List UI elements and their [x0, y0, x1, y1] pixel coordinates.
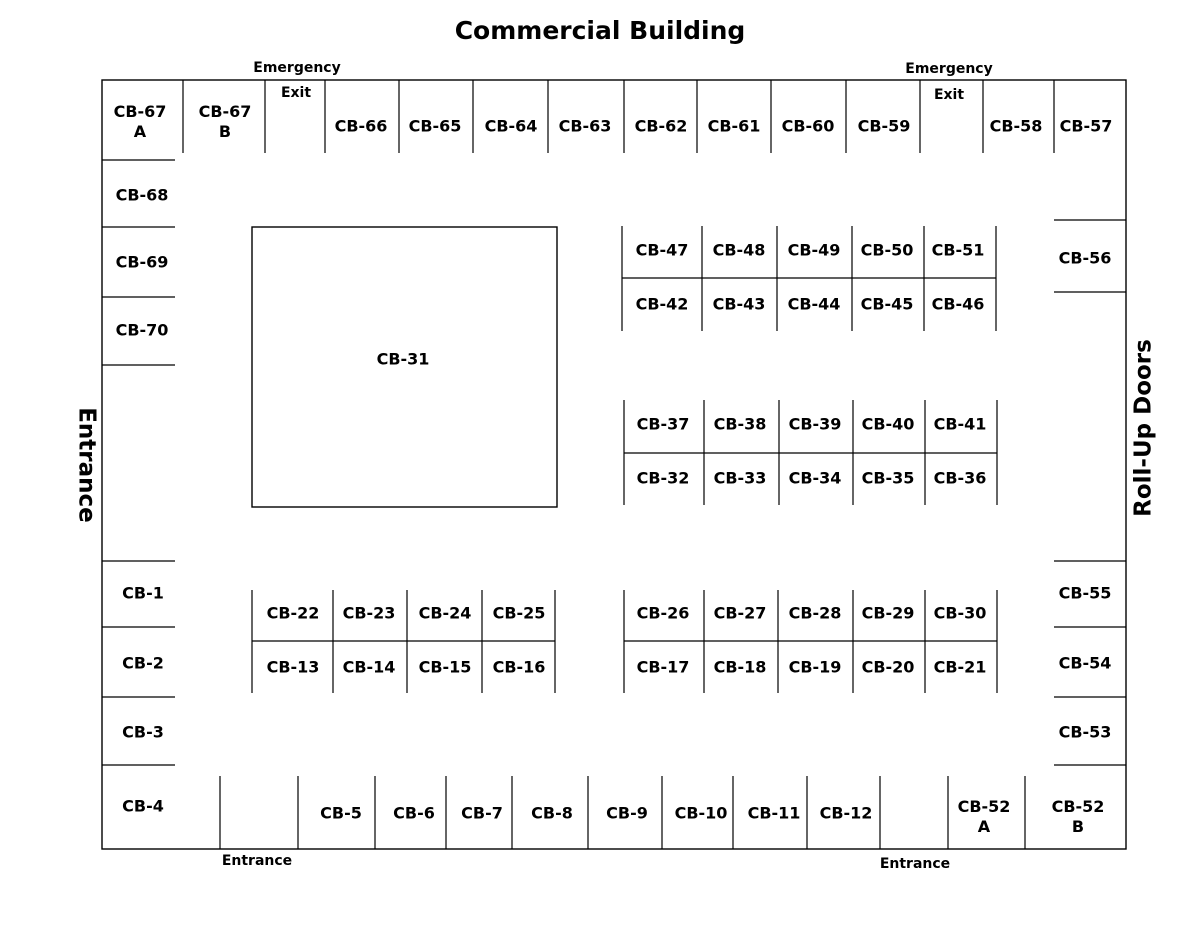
- unit-cb17-label: CB-17: [636, 657, 690, 677]
- unit-cb42-label: CB-42: [635, 294, 689, 314]
- unit-cb56-label: CB-56: [1058, 248, 1112, 268]
- unit-cb9-label: CB-9: [606, 803, 648, 823]
- unit-cb49-label: CB-49: [787, 240, 841, 260]
- unit-cb19-label: CB-19: [788, 657, 842, 677]
- unit-cb62-label: CB-62: [634, 116, 688, 136]
- page-title: Commercial Building: [454, 16, 746, 45]
- marker-exit-right: Exit: [933, 87, 965, 103]
- marker-emergency-right: Emergency: [905, 61, 993, 77]
- unit-cb52a-label: CB-52 A: [957, 796, 1011, 836]
- unit-cb65-label: CB-65: [408, 116, 462, 136]
- unit-cb11-label: CB-11: [747, 803, 801, 823]
- unit-cb48-label: CB-48: [712, 240, 766, 260]
- marker-entrance-side: Entrance: [73, 407, 100, 523]
- unit-cb64-label: CB-64: [484, 116, 538, 136]
- unit-cb20-label: CB-20: [861, 657, 915, 677]
- unit-cb31-label: CB-31: [376, 349, 430, 369]
- unit-cb7-label: CB-7: [461, 803, 503, 823]
- building-outline: [102, 80, 1126, 849]
- unit-cb70-label: CB-70: [115, 320, 169, 340]
- unit-cb28-label: CB-28: [788, 603, 842, 623]
- unit-cb30-label: CB-30: [933, 603, 987, 623]
- unit-cb35-label: CB-35: [861, 468, 915, 488]
- unit-cb12-label: CB-12: [819, 803, 873, 823]
- unit-cb29-label: CB-29: [861, 603, 915, 623]
- unit-cb46-label: CB-46: [931, 294, 985, 314]
- unit-cb38-label: CB-38: [713, 414, 767, 434]
- unit-cb55-label: CB-55: [1058, 583, 1112, 603]
- unit-cb54-label: CB-54: [1058, 653, 1112, 673]
- unit-cb44-label: CB-44: [787, 294, 841, 314]
- marker-rollup-side: Roll-Up Doors: [1130, 339, 1157, 517]
- unit-cb22-label: CB-22: [266, 603, 320, 623]
- unit-cb15-label: CB-15: [418, 657, 472, 677]
- unit-cb25-label: CB-25: [492, 603, 546, 623]
- unit-cb33-label: CB-33: [713, 468, 767, 488]
- unit-cb59-label: CB-59: [857, 116, 911, 136]
- unit-cb67b-label: CB-67 B: [198, 101, 252, 141]
- unit-cb45-label: CB-45: [860, 294, 914, 314]
- unit-cb27-label: CB-27: [713, 603, 767, 623]
- unit-cb6-label: CB-6: [393, 803, 435, 823]
- unit-cb32-label: CB-32: [636, 468, 690, 488]
- unit-cb52b-label: CB-52 B: [1051, 796, 1105, 836]
- unit-cb50-label: CB-50: [860, 240, 914, 260]
- unit-cb1-label: CB-1: [122, 583, 164, 603]
- unit-cb69-label: CB-69: [115, 252, 169, 272]
- marker-exit-left: Exit: [280, 85, 312, 101]
- unit-cb61-label: CB-61: [707, 116, 761, 136]
- unit-cb51-label: CB-51: [931, 240, 985, 260]
- unit-cb4-label: CB-4: [122, 796, 164, 816]
- unit-cb67a-label: CB-67 A: [113, 101, 167, 141]
- unit-cb21-label: CB-21: [933, 657, 987, 677]
- unit-cb68-label: CB-68: [115, 185, 169, 205]
- unit-cb8-label: CB-8: [531, 803, 573, 823]
- unit-cb43-label: CB-43: [712, 294, 766, 314]
- unit-cb53-label: CB-53: [1058, 722, 1112, 742]
- unit-cb24-label: CB-24: [418, 603, 472, 623]
- unit-cb36-label: CB-36: [933, 468, 987, 488]
- unit-cb47-label: CB-47: [635, 240, 689, 260]
- unit-cb26-label: CB-26: [636, 603, 690, 623]
- floor-plan-labels: [74, 16, 1157, 872]
- unit-cb23-label: CB-23: [342, 603, 396, 623]
- unit-cb66-label: CB-66: [334, 116, 388, 136]
- unit-cb14-label: CB-14: [342, 657, 396, 677]
- marker-emergency-left: Emergency: [253, 60, 341, 76]
- unit-cb34-label: CB-34: [788, 468, 842, 488]
- unit-cb2-label: CB-2: [122, 653, 164, 673]
- unit-cb37-label: CB-37: [636, 414, 690, 434]
- unit-cb18-label: CB-18: [713, 657, 767, 677]
- unit-cb10-label: CB-10: [674, 803, 728, 823]
- unit-cb58-label: CB-58: [989, 116, 1043, 136]
- unit-cb5-label: CB-5: [320, 803, 362, 823]
- unit-cb57-label: CB-57: [1059, 116, 1113, 136]
- marker-entrance-bottom-left: Entrance: [221, 853, 293, 869]
- unit-cb41-label: CB-41: [933, 414, 987, 434]
- unit-cb3-label: CB-3: [122, 722, 164, 742]
- unit-cb13-label: CB-13: [266, 657, 320, 677]
- unit-cb40-label: CB-40: [861, 414, 915, 434]
- unit-cb63-label: CB-63: [558, 116, 612, 136]
- marker-entrance-bottom-right: Entrance: [879, 856, 951, 872]
- unit-cb16-label: CB-16: [492, 657, 546, 677]
- floor-plan-walls: [102, 80, 1126, 849]
- unit-cb60-label: CB-60: [781, 116, 835, 136]
- unit-cb39-label: CB-39: [788, 414, 842, 434]
